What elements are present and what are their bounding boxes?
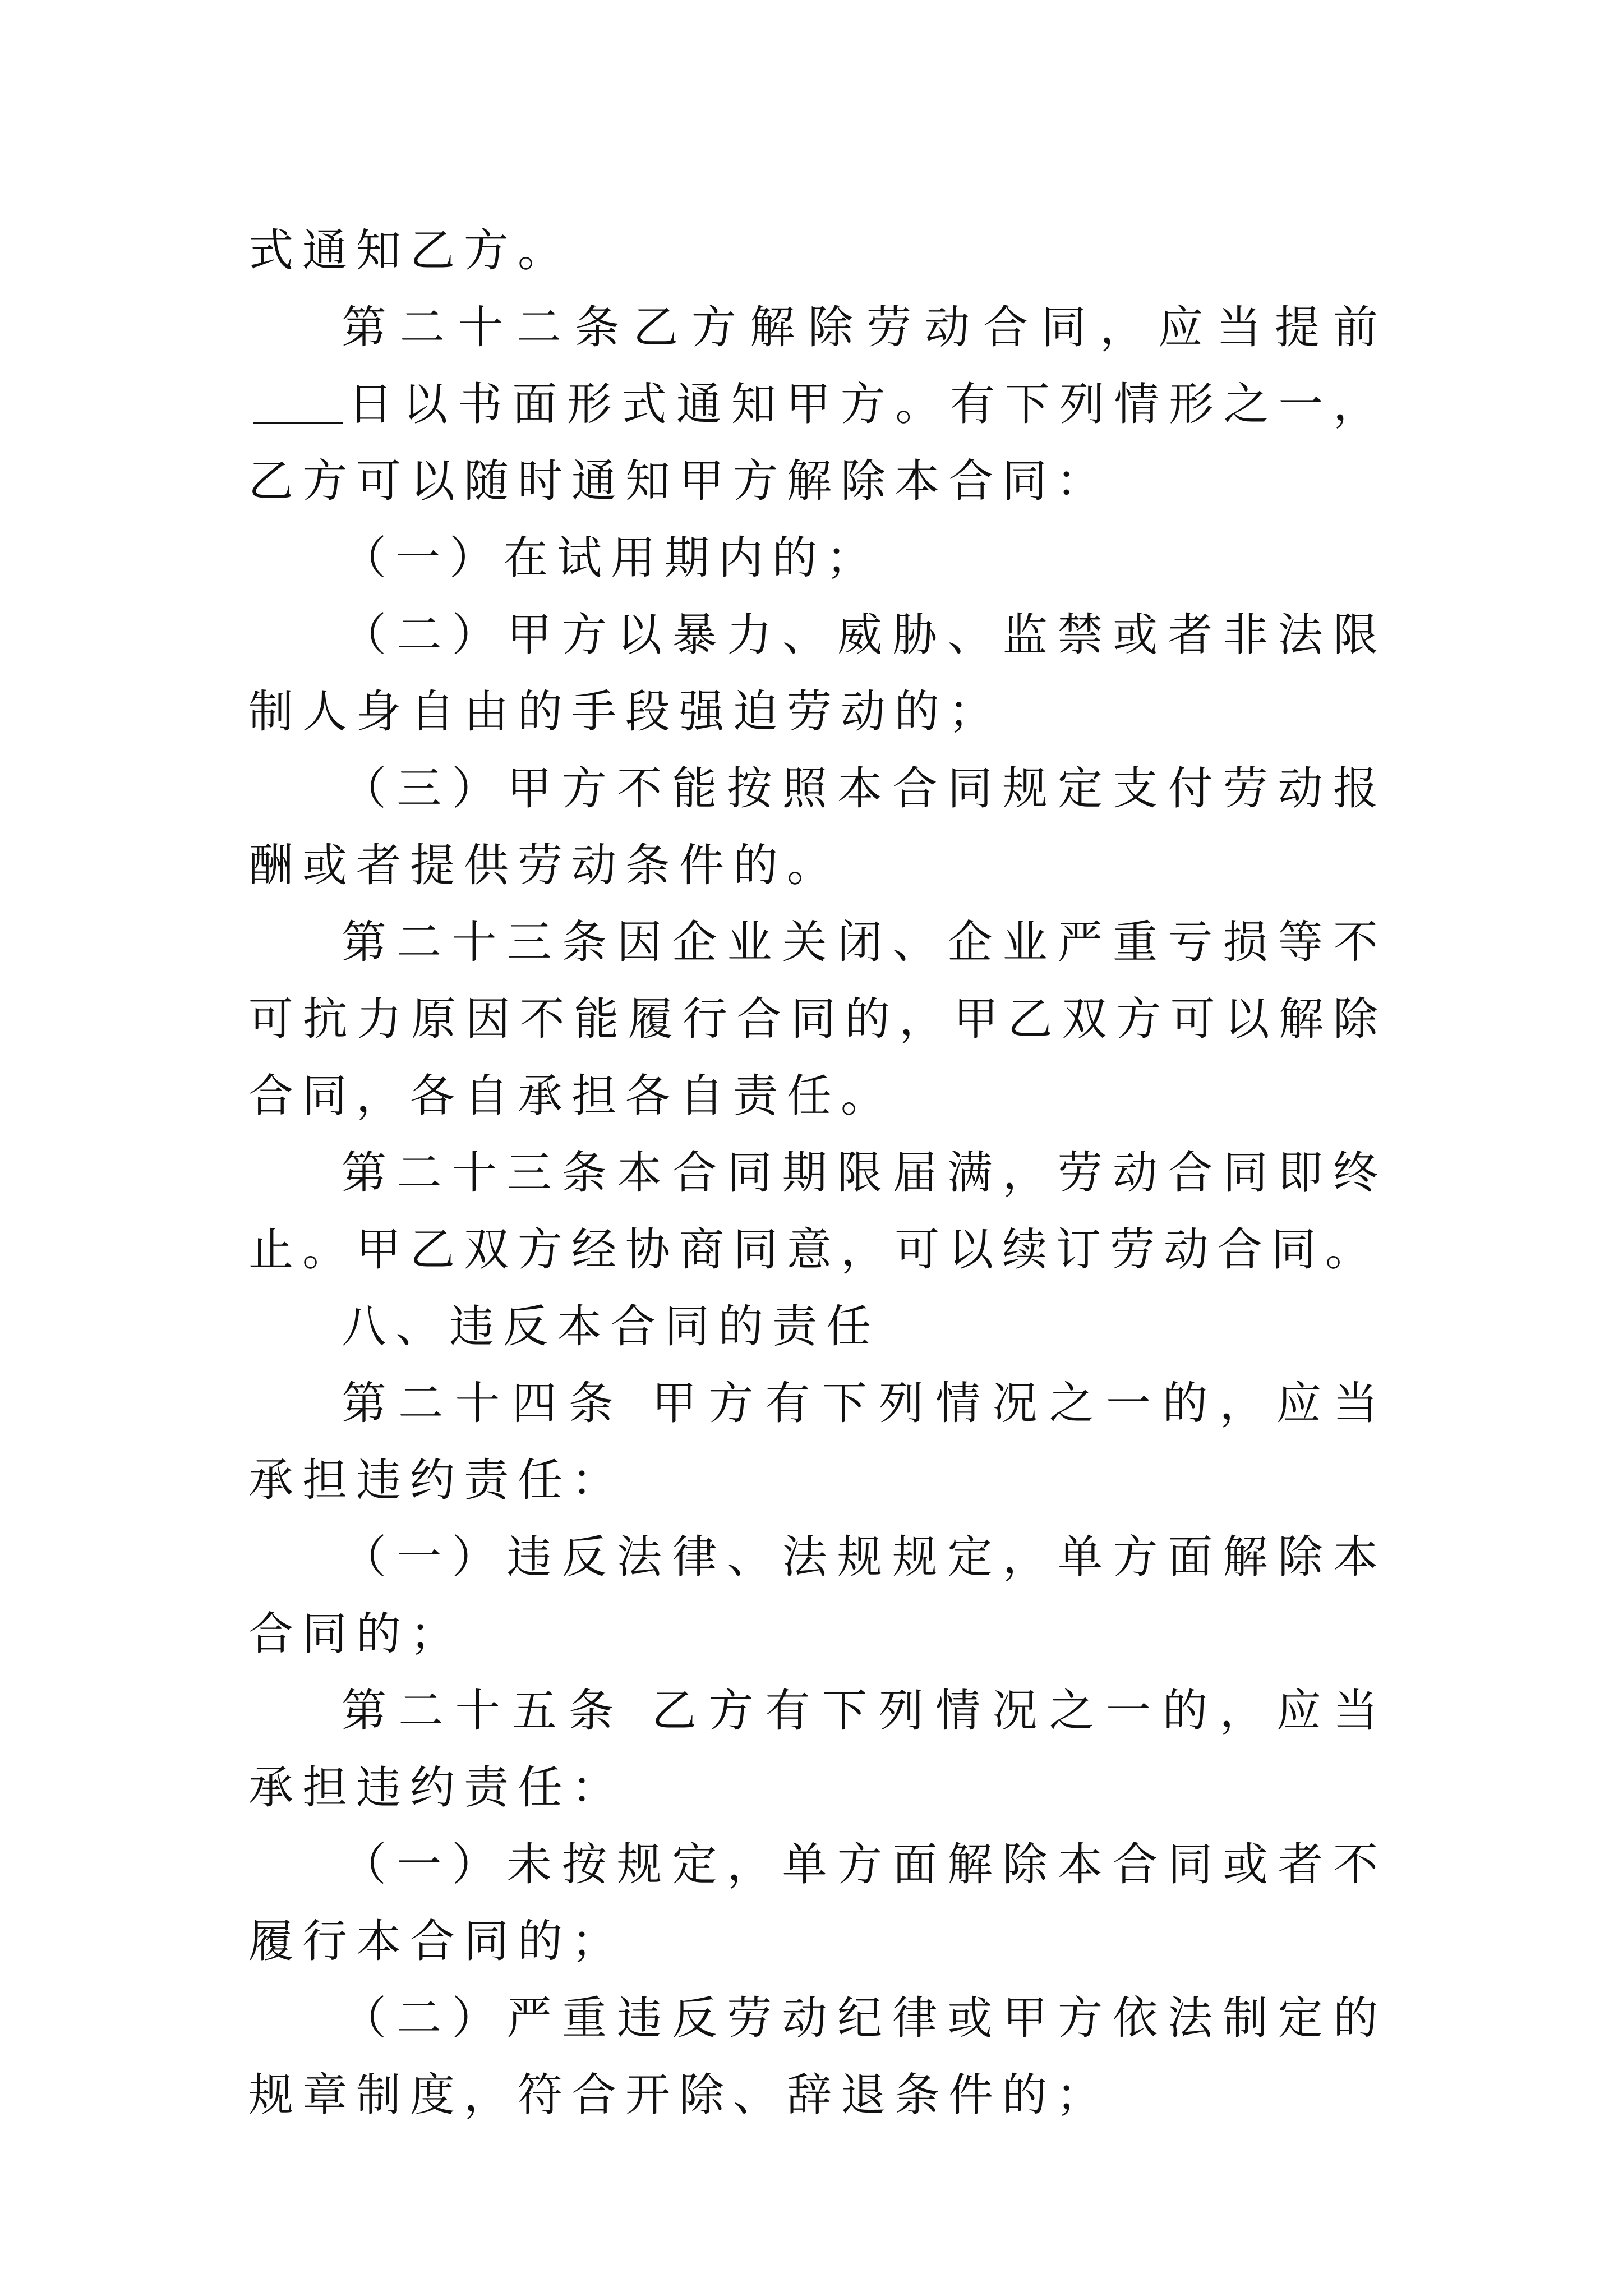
article-24: 第二十四条 甲方有下列情况之一的，应当承担违约责任： xyxy=(248,1377,1387,1506)
article-24-item-1: （一）违反法律、法规规定，单方面解除本合同的； xyxy=(248,1531,1387,1660)
article-22-item-2: （二）甲方以暴力、威胁、监禁或者非法限制人身自由的手段强迫劳动的； xyxy=(248,609,1387,738)
paragraph-continuation: 式通知乙方。 xyxy=(248,224,571,277)
document-body xyxy=(248,212,1387,2133)
article-23-force-majeure: 第二十三条因企业关闭、企业严重亏损等不可抗力原因不能履行合同的，甲乙双方可以解除合同，各自承担各自责任。 xyxy=(248,916,1387,1122)
article-22-item-1: （一）在试用期内的； xyxy=(342,532,880,584)
article-22-text-after: 日以书面形式通知甲方。有下列情形之一，乙方可以随时通知甲方解除本合同： xyxy=(248,378,1387,507)
article-22-item-3: （三）甲方不能按照本合同规定支付劳动报酬或者提供劳动条件的。 xyxy=(248,762,1387,891)
section-heading-liability: 八、违反本合同的责任 xyxy=(342,1300,880,1352)
days-blank-field xyxy=(253,378,343,424)
article-25: 第二十五条 乙方有下列情况之一的，应当承担违约责任： xyxy=(248,1685,1387,1814)
article-22-text-before: 第二十二条乙方解除劳动合同，应当提前 xyxy=(342,301,1387,353)
article-25-item-1: （一）未按规定，单方面解除本合同或者不履行本合同的； xyxy=(248,1838,1387,1967)
article-22 xyxy=(248,289,1387,519)
article-23-expiry: 第二十三条本合同期限届满，劳动合同即终止。甲乙双方经协商同意，可以续订劳动合同。 xyxy=(248,1147,1387,1276)
article-25-item-2: （二）严重违反劳动纪律或甲方依法制定的规章制度，符合开除、辞退条件的； xyxy=(248,1992,1387,2121)
